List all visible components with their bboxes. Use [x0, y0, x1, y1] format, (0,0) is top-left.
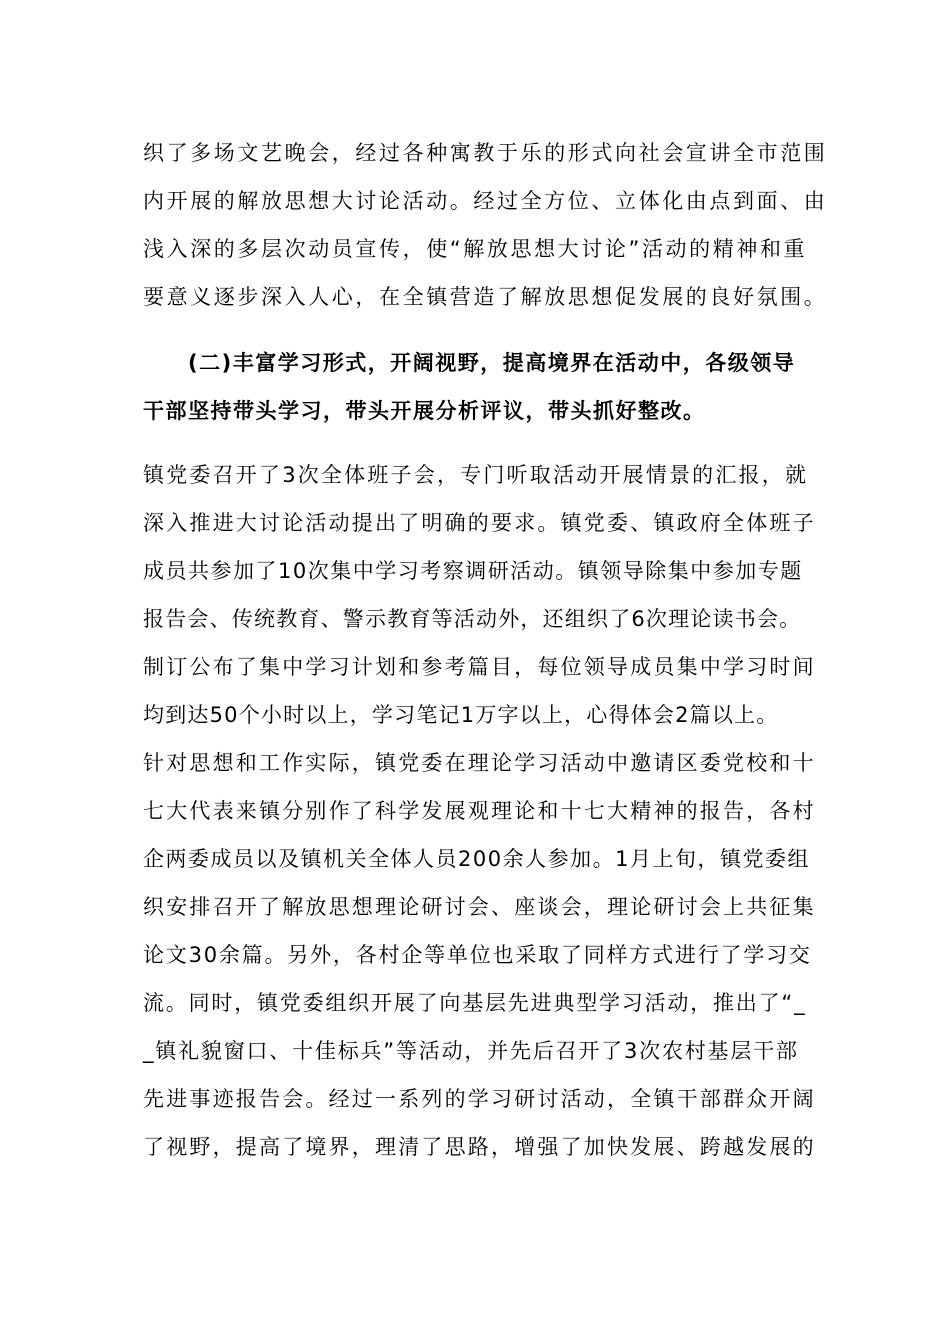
paragraph-line: 企两委成员以及镇机关全体人员200余人参加。1月上旬，镇党委组	[143, 847, 810, 871]
paragraph-line: 七大代表来镇分别作了科学发展观理论和十七大精神的报告，各村	[143, 799, 816, 823]
paragraph-line: 镇党委召开了3次全体班子会，专门听取活动开展情景的汇报，就	[143, 463, 809, 487]
paragraph-line: 了视野，提高了境界，理清了思路，增强了加快发展、跨越发展的	[143, 1135, 816, 1159]
paragraph-line: 内开展的解放思想大讨论活动。经过全方位、立体化由点到面、由	[143, 189, 828, 213]
paragraph-line: 针对思想和工作实际，镇党委在理论学习活动中邀请区委党校和十	[143, 751, 816, 775]
paragraph-line: 论文30余篇。另外，各村企等单位也采取了同样方式进行了学习交	[143, 943, 812, 967]
paragraph-line: _镇礼貌窗口、十佳标兵”等活动，并先后召开了3次农村基层干部	[143, 1039, 799, 1063]
paragraph-line: 流。同时，镇党委组织开展了向基层先进典型学习活动，推出了“_	[143, 991, 807, 1015]
paragraph-line: 织安排召开了解放思想理论研讨会、座谈会，理论研讨会上共征集	[143, 895, 816, 919]
paragraph-line: 先进事迹报告会。经过一系列的学习研讨活动，全镇干部群众开阔	[143, 1087, 816, 1111]
paragraph-line: 浅入深的多层次动员宣传，使“解放思想大讨论”活动的精神和重	[143, 237, 808, 261]
paragraph-line: 深入推进大讨论活动提出了明确的要求。镇党委、镇政府全体班子	[143, 511, 816, 535]
section-heading: (二)丰富学习形式，开阔视野，提高境界在活动中，各级领导	[188, 351, 796, 375]
paragraph-line: 制订公布了集中学习计划和参考篇目，每位领导成员集中学习时间	[143, 655, 816, 679]
paragraph-line: 成员共参加了10次集中学习考察调研活动。镇领导除集中参加专题	[143, 559, 803, 583]
paragraph-line: 要意义逐步深入人心，在全镇营造了解放思想促发展的良好氛围。	[143, 285, 828, 309]
paragraph-line: 均到达50个小时以上，学习笔记1万字以上，心得体会2篇以上。	[143, 703, 779, 727]
section-heading: 干部坚持带头学习，带头开展分析评议，带头抓好整改。	[143, 399, 706, 423]
paragraph-line: 报告会、传统教育、警示教育等活动外，还组织了6次理论读书会。	[143, 607, 802, 631]
paragraph-line: 织了多场文艺晚会，经过各种寓教于乐的形式向社会宣讲全市范围	[143, 141, 828, 165]
